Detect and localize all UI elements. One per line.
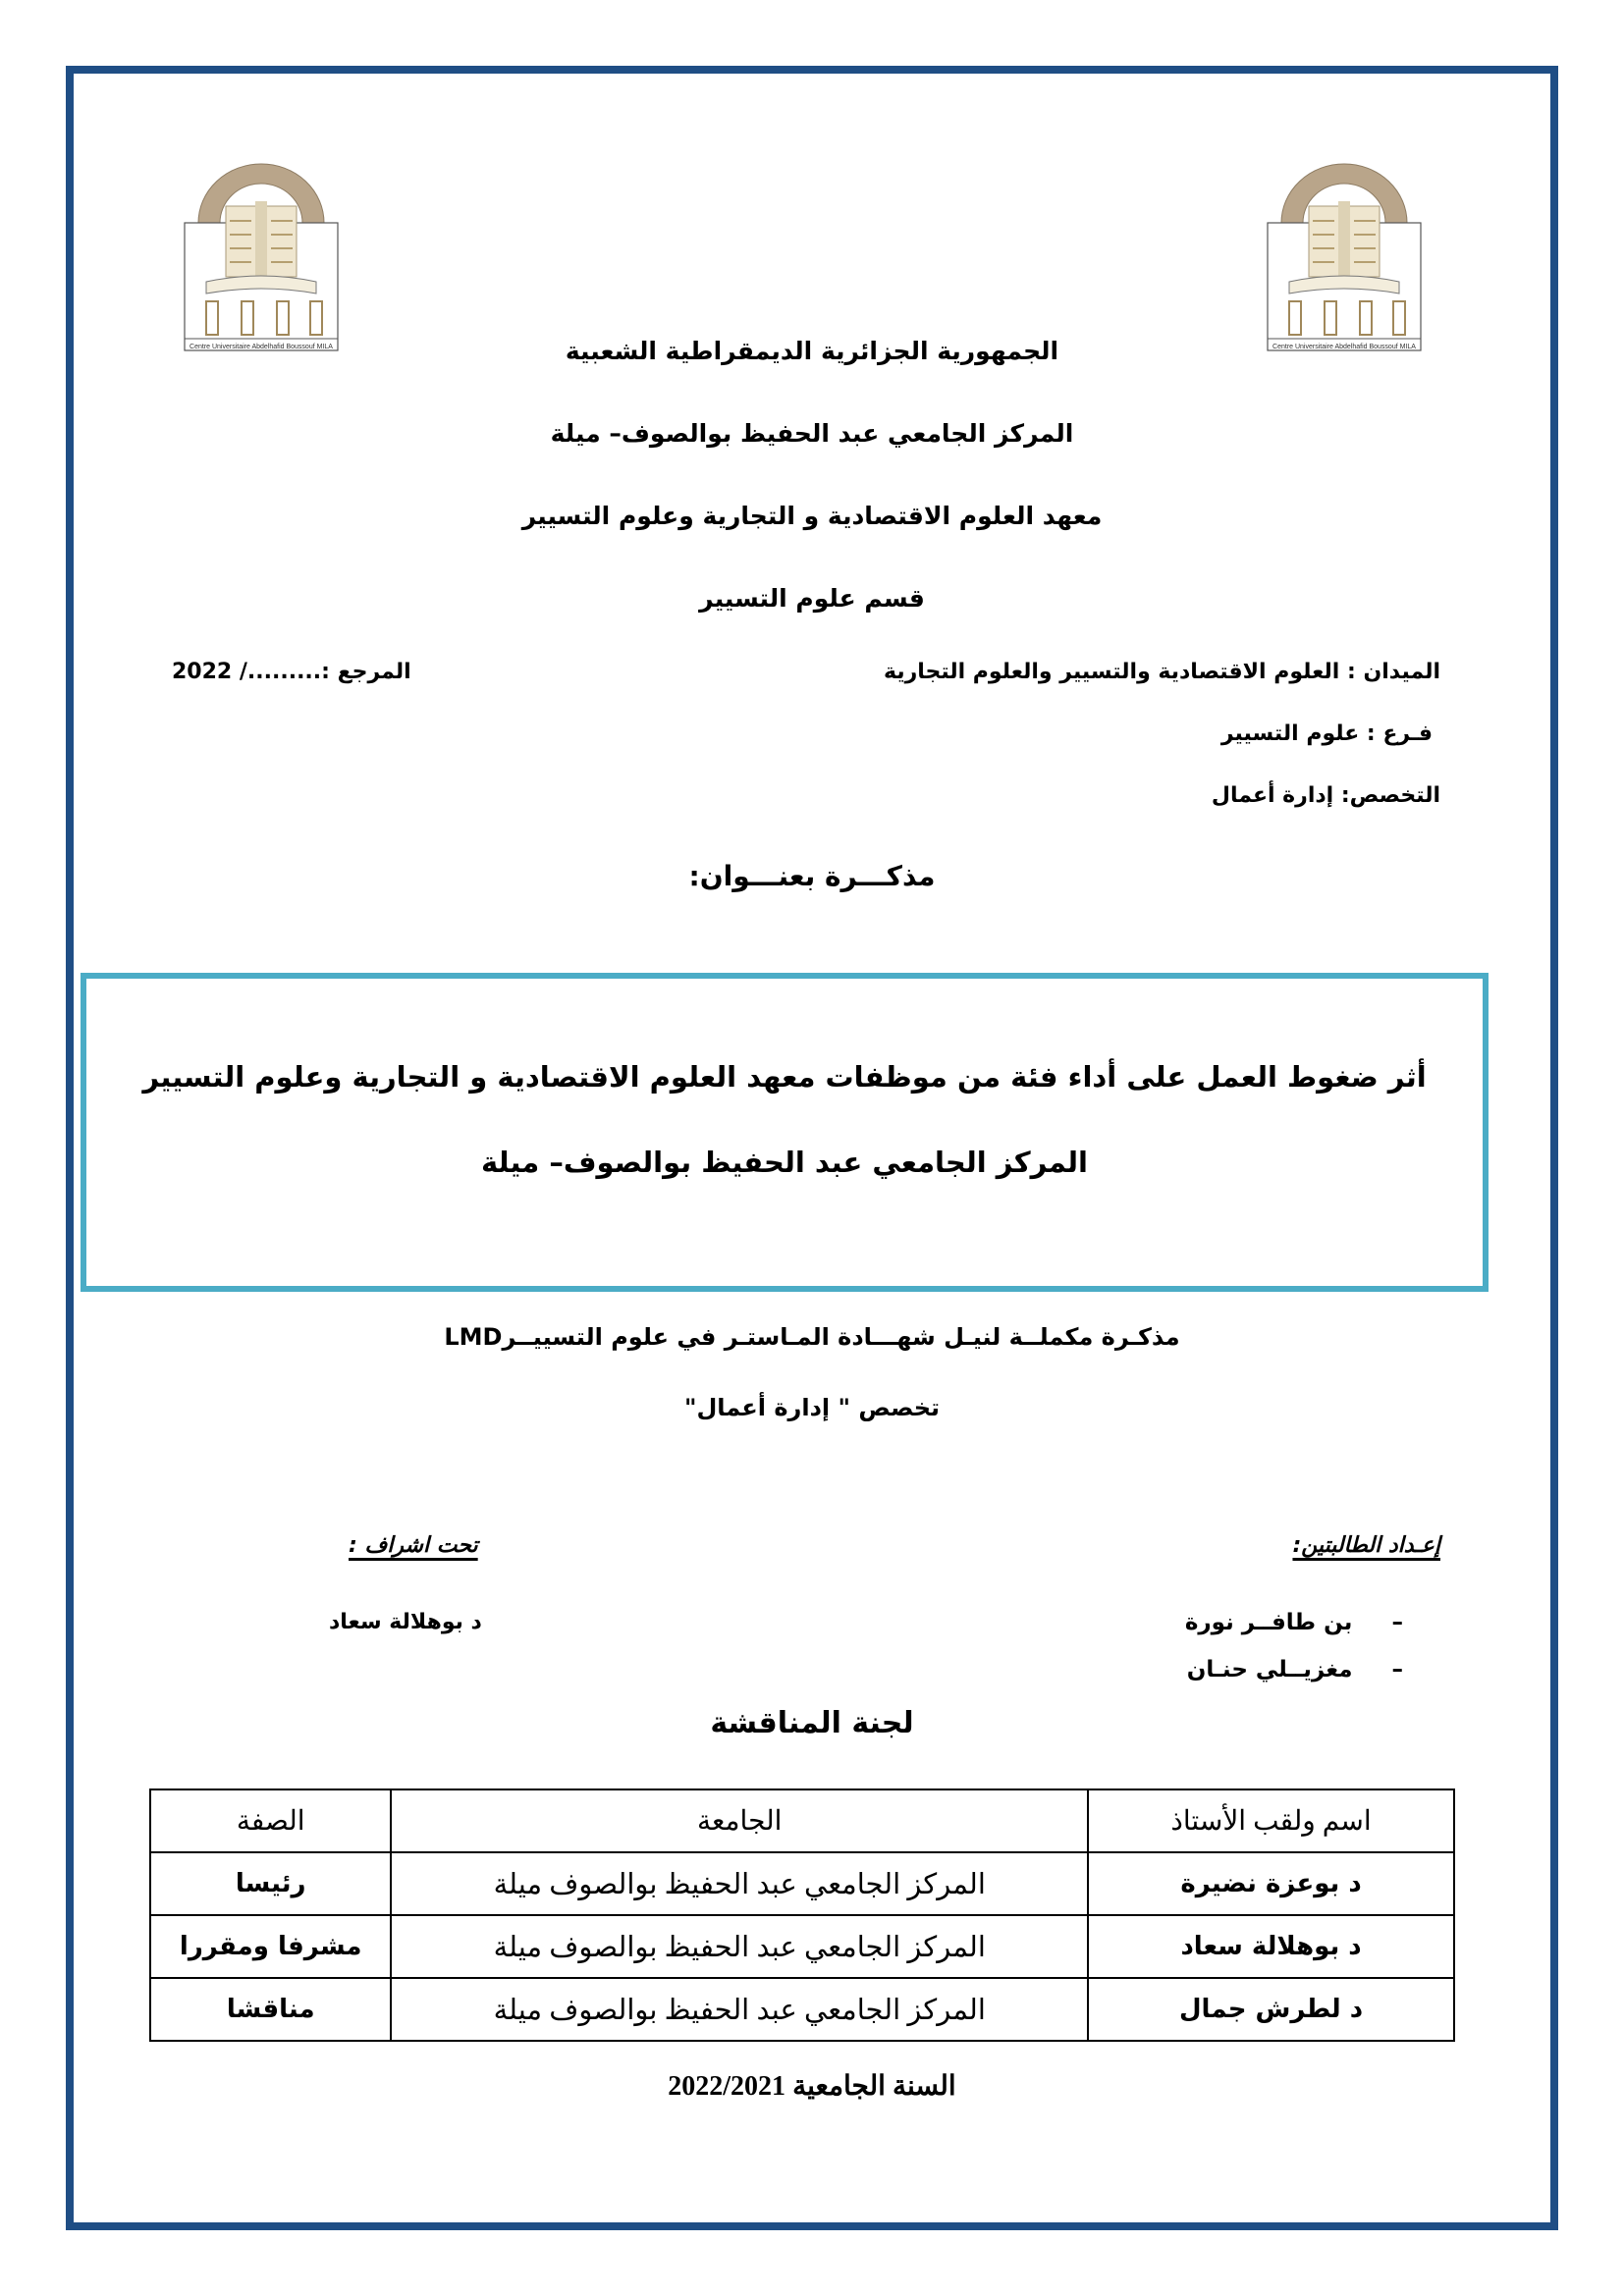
academic-year: السنة الجامعية 2022/2021 xyxy=(668,2071,956,2102)
logo-caption: Centre Universitaire Abdelhafid Boussouf MILA xyxy=(189,344,333,350)
member-name: د لطرش جمال xyxy=(1088,1978,1454,2041)
table-row xyxy=(150,1978,1454,2041)
reference-label: المرجع :........./ 2022 xyxy=(172,660,411,684)
member-role: مشرفا ومقررا xyxy=(150,1915,391,1978)
member-university: المركز الجامعي عبد الحفيظ بوالصوف ميلة xyxy=(391,1915,1088,1978)
logo-caption: Centre Universitaire Abdelhafid Boussouf MILA xyxy=(1272,344,1416,350)
branch-label: فـرع : علوم التسيير xyxy=(1220,721,1433,746)
university-center-name: المركز الجامعي عبد الحفيظ بوالصوف– ميلة xyxy=(550,419,1074,448)
thesis-title-line2: المركز الجامعي عبد الحفيظ بوالصوف– ميلة xyxy=(481,1146,1088,1179)
department-name: قسم علوم التسيير xyxy=(699,584,925,613)
member-role: مناقشا xyxy=(150,1978,391,2041)
table-row xyxy=(150,1852,1454,1915)
degree-statement: مذكـرة مكملــة لنيـل شهـــادة المـاستـر في علوم التسييــرLMD xyxy=(444,1323,1180,1351)
column-header-role: الصفة xyxy=(150,1789,391,1852)
university-logo-right xyxy=(1260,162,1429,355)
field-label: الميدان : العلوم الاقتصادية والتسيير والعلوم التجارية xyxy=(883,660,1440,684)
thesis-title-line1: أثر ضغوط العمل على أداء فئة من موظفات معهد العلوم الاقتصادية و التجارية وعلوم التسيير xyxy=(142,1060,1427,1094)
table-row xyxy=(150,1915,1454,1978)
student-name-2: مغزيــلي حنـان xyxy=(1186,1657,1353,1682)
member-role: رئيسا xyxy=(150,1852,391,1915)
institute-name: معهد العلوم الاقتصادية و التجارية وعلوم التسيير xyxy=(521,502,1103,530)
degree-specialty: تخصص " إدارة أعمال" xyxy=(683,1394,941,1421)
students-heading: إعـداد الطالبتين: xyxy=(1292,1533,1440,1558)
student-name xyxy=(1185,1610,1403,1635)
list-dash: – xyxy=(1391,1657,1403,1682)
list-dash: – xyxy=(1391,1610,1403,1635)
member-university: المركز الجامعي عبد الحفيظ بوالصوف ميلة xyxy=(391,1852,1088,1915)
student-name xyxy=(1187,1657,1403,1682)
table-header-row xyxy=(150,1789,1454,1852)
republic-name: الجمهورية الجزائرية الديمقراطية الشعبية xyxy=(565,337,1059,365)
column-header-university: الجامعة xyxy=(391,1789,1088,1852)
member-name: د بوعزة نضيرة xyxy=(1088,1852,1454,1915)
committee-heading: لجنة المناقشة xyxy=(710,1706,914,1740)
member-name: د بوهلالة سعاد xyxy=(1088,1915,1454,1978)
member-university: المركز الجامعي عبد الحفيظ بوالصوف ميلة xyxy=(391,1978,1088,2041)
student-name-1: بن طافــر نورة xyxy=(1184,1610,1353,1635)
column-header-name: اسم ولقب الأستاذ xyxy=(1088,1789,1454,1852)
supervisor-name: د بوهلالة سعاد xyxy=(329,1610,482,1634)
university-logo-left xyxy=(177,162,346,355)
supervisor-heading: تحت اشراف : xyxy=(349,1533,478,1558)
memo-heading: مذكـــرة بعنـــوان: xyxy=(688,860,936,892)
committee-table xyxy=(149,1789,1455,2042)
specialty-label: التخصص: إدارة أعمال xyxy=(1211,783,1440,808)
thesis-title-box xyxy=(81,973,1489,1292)
